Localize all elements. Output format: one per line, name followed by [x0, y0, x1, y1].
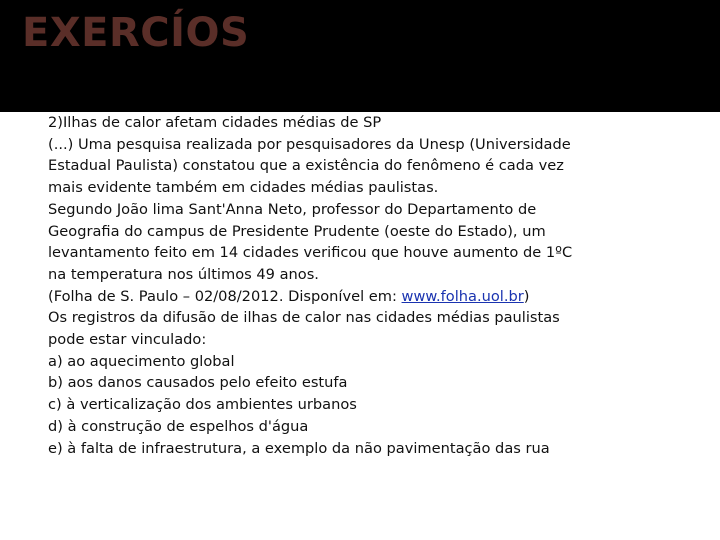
source-link[interactable]: www.folha.uol.br: [401, 287, 524, 305]
slide-body: [48, 112, 708, 459]
exercise-heading: 2)Ilhas de calor afetam cidades médias de SP: [48, 114, 382, 131]
text-line: Geografia do campus de Presidente Prudente (oeste do Estado), um: [48, 222, 546, 240]
text-line: levantamento feito em 14 cidades verificou que houve aumento de 1ºC: [48, 244, 573, 262]
text-line: (...) Uma pesquisa realizada por pesquisadores da Unesp (Universidade: [48, 135, 571, 153]
source-citation: [48, 286, 708, 308]
title-band: [0, 0, 720, 112]
option-e: e) à falta de infraestrutura, a exemplo da não pavimentação das rua: [48, 439, 550, 457]
option-a: a) ao aquecimento global: [48, 352, 235, 370]
source-prefix: (Folha de S. Paulo – 02/08/2012. Disponível em:: [48, 287, 402, 305]
source-suffix: ): [523, 287, 530, 305]
option-d: d) à construção de espelhos d'água: [48, 417, 309, 435]
option-b: b) aos danos causados pelo efeito estufa: [48, 374, 348, 392]
text-line: Estadual Paulista) constatou que a existência do fenômeno é cada vez: [48, 157, 564, 175]
option-c: c) à verticalização dos ambientes urbanos: [48, 396, 357, 414]
text-line: na temperatura nos últimos 49 anos.: [48, 265, 319, 283]
text-line: mais evidente também em cidades médias paulistas.: [48, 179, 439, 197]
slide-title: EXERCÍOS: [22, 10, 250, 56]
question-line: pode estar vinculado:: [48, 331, 207, 349]
text-line: Segundo João lima Sant'Anna Neto, professor do Departamento de: [48, 200, 537, 218]
question-line: Os registros da difusão de ilhas de calor nas cidades médias paulistas: [48, 309, 560, 327]
